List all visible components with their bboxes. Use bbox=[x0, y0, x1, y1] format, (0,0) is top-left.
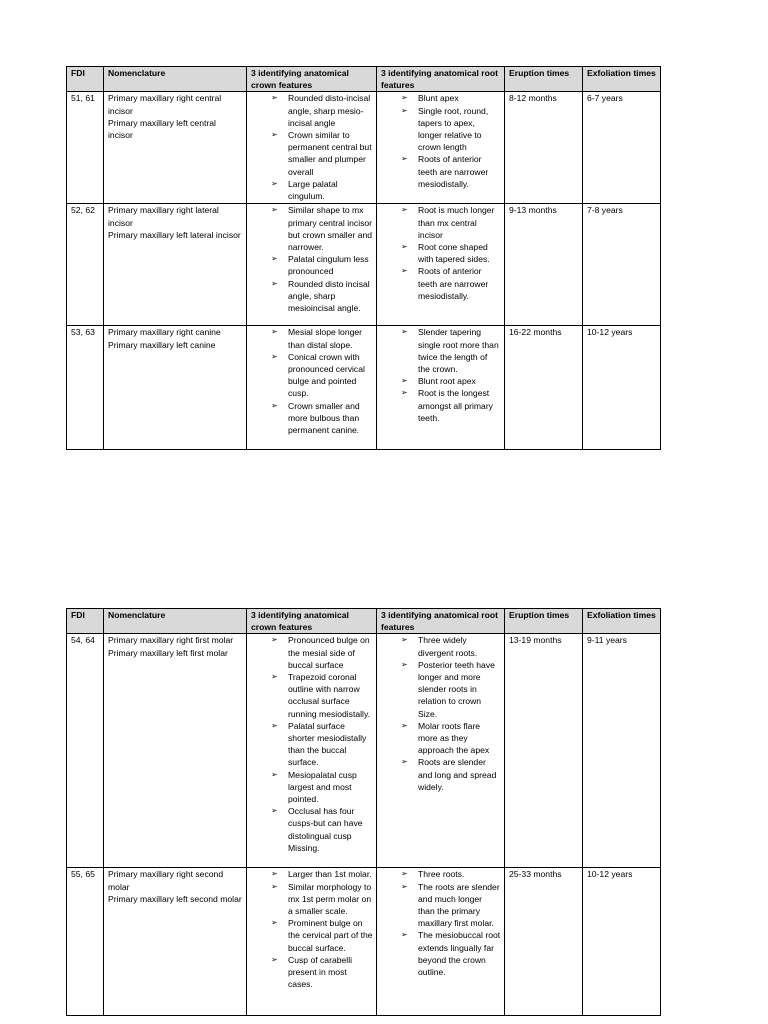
table-row bbox=[67, 204, 661, 326]
eruption-cell: 25-33 months bbox=[505, 868, 583, 1016]
root-features-cell bbox=[377, 326, 505, 450]
crown-feature-item: ➢ Larger than 1st molar. bbox=[251, 868, 373, 880]
nomenclature-line: Primary maxillary right first molar bbox=[108, 635, 234, 646]
crown-feature-item: ➢ Palatal cingulum less pronounced bbox=[251, 253, 373, 277]
crown-feature-item: ➢ Mesial slope longer than distal slope. bbox=[251, 326, 373, 350]
nomenclature-line: Primary maxillary right canine bbox=[108, 327, 221, 338]
crown-feature-item: ➢ Conical crown with pronounced cervical bulge and pointed cusp. bbox=[251, 351, 373, 400]
root-feature-item: ➢ The roots are slender and much longer than the primary maxillary first molar. bbox=[381, 881, 501, 930]
eruption-header: Eruption times bbox=[505, 609, 583, 634]
root-feature-item: ➢ Root is much longer than mx central incisor bbox=[381, 204, 501, 241]
table-header bbox=[67, 609, 661, 634]
root-features-header: 3 identifying anatomical root features bbox=[377, 609, 505, 634]
root-features-header: 3 identifying anatomical root features bbox=[377, 67, 505, 92]
crown-feature-item: ➢ Rounded disto incisal angle, sharp mesioincisal angle. bbox=[251, 278, 373, 315]
exfoliation-cell: 10-12 years bbox=[583, 326, 661, 450]
nomenclature-line: Primary maxillary left second molar bbox=[108, 893, 242, 904]
fdi-cell: 53, 63 bbox=[67, 326, 104, 450]
crown-feature-item: ➢ Similar morphology to mx 1st perm molar on a smaller scale. bbox=[251, 881, 373, 918]
crown-feature-item: ➢ Similar shape to mx primary central incisor but crown smaller and narrower. bbox=[251, 204, 373, 253]
crown-feature-item: ➢ Pronounced bulge on the mesial side of buccal surface bbox=[251, 634, 373, 671]
exfoliation-cell: 9-11 years bbox=[583, 634, 661, 868]
root-features-cell bbox=[377, 204, 505, 326]
eruption-header: Eruption times bbox=[505, 67, 583, 92]
crown-feature-item: ➢ Cusp of carabelli present in most cases. bbox=[251, 954, 373, 991]
crown-features-cell bbox=[247, 92, 377, 204]
crown-features-cell bbox=[247, 326, 377, 450]
eruption-cell: 13-19 months bbox=[505, 634, 583, 868]
nomenclature-cell bbox=[104, 326, 247, 450]
nomenclature-line: Primary maxillary left central incisor bbox=[108, 117, 216, 141]
crown-features-cell bbox=[247, 634, 377, 868]
root-feature-item: ➢ Roots of anterior teeth are narrower mesiodistally. bbox=[381, 265, 501, 302]
crown-feature-item: ➢ Palatal surface shorter mesiodistally than the buccal surface. bbox=[251, 720, 373, 769]
table-header bbox=[67, 67, 661, 92]
crown-feature-item: ➢ Crown similar to permanent central but smaller and plumper overall bbox=[251, 129, 373, 178]
crown-feature-item: ➢ Trapezoid coronal outline with narrow occlusal surface running mesiodistally. bbox=[251, 671, 373, 720]
root-feature-item: ➢ Three roots. bbox=[381, 868, 501, 880]
root-feature-item: ➢ Three widely divergent roots. bbox=[381, 634, 501, 658]
root-feature-item: ➢ Blunt root apex bbox=[381, 375, 501, 387]
primary-molar-teeth-table bbox=[66, 608, 661, 1016]
root-feature-item: ➢ Root is the longest amongst all primary teeth. bbox=[381, 387, 501, 424]
nomenclature-cell bbox=[104, 92, 247, 204]
nomenclature-line: Primary maxillary right second molar bbox=[108, 869, 224, 892]
fdi-cell: 52, 62 bbox=[67, 204, 104, 326]
eruption-cell: 9-13 months bbox=[505, 204, 583, 326]
fdi-cell: 51, 61 bbox=[67, 92, 104, 204]
root-features-cell bbox=[377, 868, 505, 1016]
root-feature-item: ➢ Slender tapering single root more than twice the length of the crown. bbox=[381, 326, 501, 375]
exfoliation-header: Exfoliation times bbox=[583, 67, 661, 92]
fdi-cell: 55, 65 bbox=[67, 868, 104, 1016]
primary-anterior-teeth-table bbox=[66, 66, 661, 450]
root-feature-item: ➢ Roots of anterior teeth are narrower mesiodistally. bbox=[381, 153, 501, 190]
table-row bbox=[67, 92, 661, 204]
root-features-cell bbox=[377, 634, 505, 868]
nomenclature-cell bbox=[104, 204, 247, 326]
nomenclature-line: Primary maxillary left first molar bbox=[108, 647, 228, 658]
fdi-header: FDI bbox=[67, 609, 104, 634]
root-feature-item: ➢ Blunt apex bbox=[381, 92, 501, 104]
fdi-header: FDI bbox=[67, 67, 104, 92]
nomenclature-line: Primary maxillary right central incisor bbox=[108, 93, 222, 116]
root-feature-item: ➢ Posterior teeth have longer and more slender roots in relation to crown Size. bbox=[381, 659, 501, 720]
eruption-cell: 16-22 months bbox=[505, 326, 583, 450]
crown-features-header: 3 identifying anatomical crown features bbox=[247, 67, 377, 92]
root-feature-item: ➢ Molar roots flare more as they approach the apex bbox=[381, 720, 501, 757]
nomenclature-cell bbox=[104, 634, 247, 868]
root-feature-item: ➢ Roots are slender and long and spread widely. bbox=[381, 756, 501, 793]
root-feature-item: ➢ The mesiobuccal root extends lingually far beyond the crown outline. bbox=[381, 929, 501, 978]
table-row bbox=[67, 634, 661, 868]
exfoliation-header: Exfoliation times bbox=[583, 609, 661, 634]
exfoliation-cell: 10-12 years bbox=[583, 868, 661, 1016]
crown-features-cell bbox=[247, 868, 377, 1016]
crown-feature-item: ➢ Rounded disto-incisal angle, sharp mesio-incisal angle bbox=[251, 92, 373, 129]
nomenclature-line: Primary maxillary left canine bbox=[108, 339, 216, 350]
root-feature-item: ➢ Single root, round, tapers to apex, longer relative to crown length bbox=[381, 105, 501, 154]
crown-feature-item: ➢ Occlusal has four cusps-but can have distolingual cusp Missing. bbox=[251, 805, 373, 854]
exfoliation-cell: 6-7 years bbox=[583, 92, 661, 204]
root-feature-item: ➢ Root cone shaped with tapered sides. bbox=[381, 241, 501, 265]
table-row bbox=[67, 326, 661, 450]
crown-feature-item: ➢ Large palatal cingulum. bbox=[251, 178, 373, 202]
nomenclature-header: Nomenclature bbox=[104, 609, 247, 634]
crown-feature-item: ➢ Crown smaller and more bulbous than permanent canine. bbox=[251, 400, 373, 437]
nomenclature-line: Primary maxillary right lateral incisor bbox=[108, 205, 219, 228]
crown-features-cell bbox=[247, 204, 377, 326]
root-features-cell bbox=[377, 92, 505, 204]
nomenclature-header: Nomenclature bbox=[104, 67, 247, 92]
crown-features-header: 3 identifying anatomical crown features bbox=[247, 609, 377, 634]
nomenclature-line: Primary maxillary left lateral incisor bbox=[108, 229, 241, 240]
crown-feature-item: ➢ Prominent bulge on the cervical part of the buccal surface. bbox=[251, 917, 373, 954]
nomenclature-cell bbox=[104, 868, 247, 1016]
crown-feature-item: ➢ Mesiopalatal cusp largest and most pointed. bbox=[251, 769, 373, 806]
exfoliation-cell: 7-8 years bbox=[583, 204, 661, 326]
table-row bbox=[67, 868, 661, 1016]
fdi-cell: 54, 64 bbox=[67, 634, 104, 868]
eruption-cell: 8-12 months bbox=[505, 92, 583, 204]
